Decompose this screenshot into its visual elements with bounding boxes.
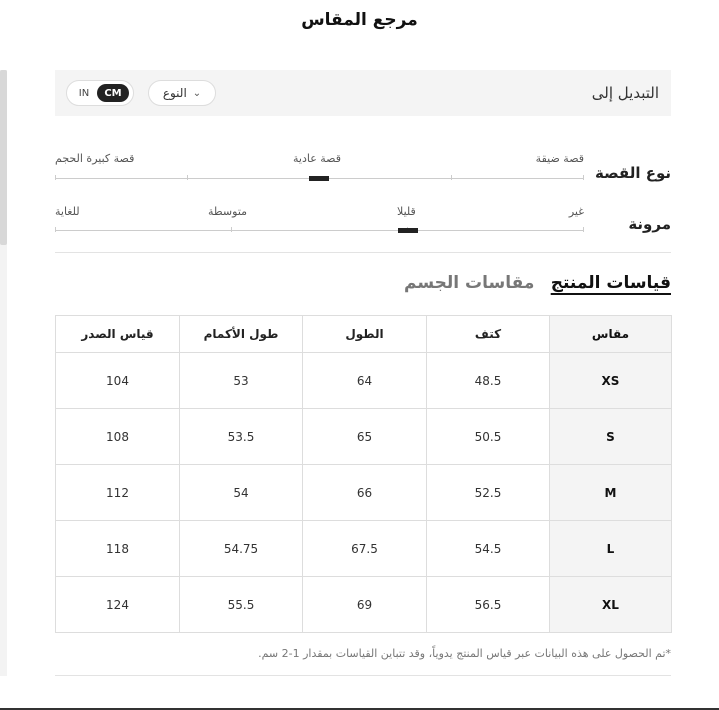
length-cell: 69 — [303, 577, 427, 633]
header-length: الطول — [303, 316, 427, 353]
bust-cell: 124 — [56, 577, 180, 633]
switch-label: التبديل إلى — [591, 84, 659, 102]
sleeve-cell: 53.5 — [180, 409, 303, 465]
fit-label-slim: قصة ضيقة — [535, 152, 584, 165]
sleeve-cell: 55.5 — [180, 577, 303, 633]
length-cell: 67.5 — [303, 521, 427, 577]
footer-divider — [55, 675, 671, 676]
length-cell: 65 — [303, 409, 427, 465]
size-cell: L — [550, 521, 672, 577]
tab-body-measurements[interactable]: مقاسات الجسم — [404, 273, 535, 293]
table-header-row — [56, 316, 672, 353]
bust-cell: 108 — [56, 409, 180, 465]
fit-label-regular: قصة عادية — [293, 152, 341, 165]
table-row — [56, 353, 672, 409]
sleeve-cell: 53 — [180, 353, 303, 409]
fit-marker — [309, 176, 329, 181]
shoulder-cell: 54.5 — [427, 521, 550, 577]
unit-cm-option[interactable]: CM — [97, 84, 129, 102]
unit-toggle[interactable] — [66, 80, 134, 106]
fit-tick — [583, 175, 584, 180]
stretch-title: مرونة — [628, 215, 671, 233]
table-row — [56, 521, 672, 577]
size-cell: M — [550, 465, 672, 521]
size-cell: S — [550, 409, 672, 465]
fit-tick — [187, 175, 188, 180]
shoulder-cell: 50.5 — [427, 409, 550, 465]
fit-label-oversized: قصة كبيرة الحجم — [55, 152, 135, 165]
stretch-label-none: غير — [568, 205, 584, 218]
size-cell: XS — [550, 353, 672, 409]
shoulder-cell: 52.5 — [427, 465, 550, 521]
table-row — [56, 577, 672, 633]
stretch-tick — [55, 227, 56, 232]
bust-cell: 104 — [56, 353, 180, 409]
table-row — [56, 409, 672, 465]
length-cell: 64 — [303, 353, 427, 409]
header-size: مقاس — [550, 316, 672, 353]
header-sleeve-length: طول الأكمام — [180, 316, 303, 353]
bust-cell: 112 — [56, 465, 180, 521]
sleeve-cell: 54 — [180, 465, 303, 521]
unit-in-option[interactable]: IN — [78, 87, 90, 99]
length-cell: 66 — [303, 465, 427, 521]
fit-tick — [451, 175, 452, 180]
stretch-marker — [398, 228, 418, 233]
type-dropdown-value: النوع — [162, 86, 187, 100]
header-bust: قياس الصدر — [56, 316, 180, 353]
stretch-scale-line — [55, 230, 584, 231]
tab-product-measurements[interactable]: قياسات المنتج — [550, 273, 671, 293]
section-divider — [55, 252, 671, 253]
type-dropdown[interactable] — [148, 80, 216, 106]
size-cell: XL — [550, 577, 672, 633]
shoulder-cell: 48.5 — [427, 353, 550, 409]
stretch-tick — [231, 227, 232, 232]
measurement-footnote: *تم الحصول على هذه البيانات عبر قياس المنتج يدوياً، وقد تتباين القياسات بمقدار 1-2 سم. — [258, 647, 671, 660]
bust-cell: 118 — [56, 521, 180, 577]
chevron-down-icon: ⌄ — [192, 87, 202, 99]
size-table — [55, 315, 672, 633]
fit-title: نوع القصة — [595, 164, 671, 182]
fit-tick — [55, 175, 56, 180]
page-title: مرجع المقاس — [301, 10, 418, 30]
stretch-label-medium: متوسطة — [208, 205, 248, 218]
sleeve-cell: 54.75 — [180, 521, 303, 577]
stretch-label-slight: قليلا — [397, 205, 416, 218]
unit-switch-bar — [55, 70, 671, 116]
table-row — [56, 465, 672, 521]
header-shoulder: كتف — [427, 316, 550, 353]
stretch-label-high: للغاية — [55, 205, 80, 218]
scrollbar-thumb[interactable] — [0, 70, 7, 245]
stretch-tick — [583, 227, 584, 232]
shoulder-cell: 56.5 — [427, 577, 550, 633]
